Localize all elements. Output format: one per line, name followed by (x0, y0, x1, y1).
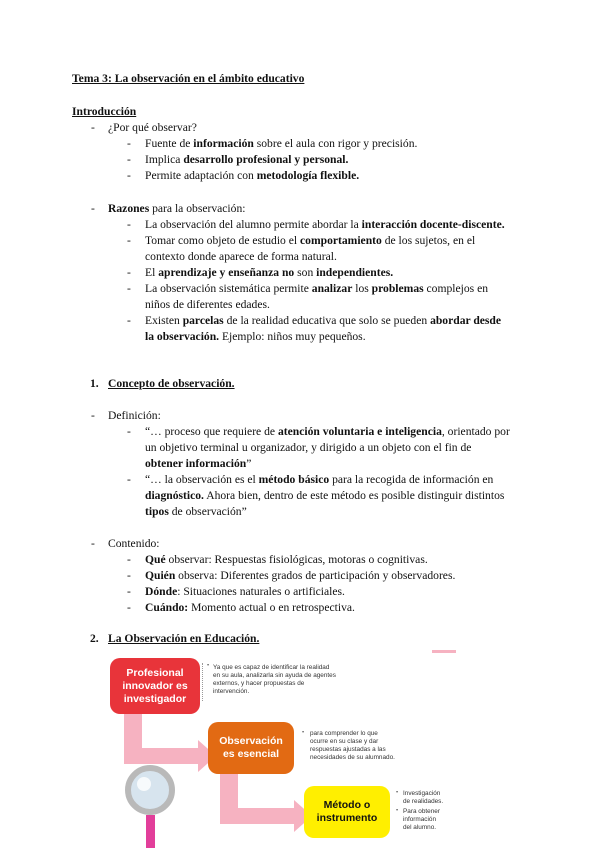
dash-marker: - (127, 601, 131, 614)
definition-quote: “… proceso que requiere de atención voluntaria e inteligencia, orientado por (145, 425, 510, 438)
dash-marker: - (127, 473, 131, 486)
bullet-icon: • (396, 808, 399, 814)
bullet-icon: • (207, 663, 210, 669)
dash-marker: - (127, 169, 131, 182)
reason-item: La observación sistemática permite analizar los problemas complejos en (145, 282, 489, 295)
magnifier-icon (122, 760, 182, 848)
reason-item: La observación del alumno permite abordar la interacción docente-discente. (145, 218, 505, 231)
reason-item: Existen parcelas de la realidad educativa que solo se pueden abordar desde (145, 314, 502, 327)
reasons-label: Razones para la observación: (108, 202, 246, 215)
connector-line (202, 663, 203, 701)
method-box: Método o instrumento (304, 786, 390, 838)
observation-diagram (108, 650, 540, 848)
section2-heading: La Observación en Educación. (108, 632, 260, 645)
dash-marker: - (91, 121, 95, 134)
definition-quote-cont: diagnóstico. Ahora bien, dentro de este método es posible distinguir distintos (145, 489, 505, 502)
method-note: Para obtener información del alumno. (403, 808, 440, 831)
bullet-icon: • (396, 790, 399, 796)
dash-marker: - (127, 585, 131, 598)
dash-marker: - (127, 553, 131, 566)
dash-marker: - (127, 234, 131, 247)
section1-heading: Concepto de observación. (108, 377, 235, 390)
content-label: Contenido: (108, 537, 160, 550)
why-item: Permite adaptación con metodología flexible. (145, 169, 360, 182)
dash-marker: - (127, 153, 131, 166)
dash-marker: - (91, 409, 95, 422)
content-item: Dónde: Situaciones naturales o artificiales. (145, 585, 345, 598)
dash-marker: - (91, 202, 95, 215)
reason-item-cont: niños de diferentes edades. (145, 298, 270, 311)
intro-heading: Introducción (72, 105, 137, 118)
bullet-icon: • (302, 730, 305, 736)
definition-quote-cont: obtener información” (145, 457, 252, 470)
reason-item: Tomar como objeto de estudio el comportamiento de los sujetos, en el (145, 234, 476, 247)
decorative-line (432, 650, 456, 653)
observation-note: para comprender lo que ocurre en su clase y dar respuestas ajustadas a las necesidades de su alumnado. (310, 730, 395, 761)
definition-quote: “… la observación es el método básico para la recogida de información en (145, 473, 494, 486)
innovator-box: Profesional innovador es investigador (110, 658, 200, 714)
definition-quote-cont: tipos de observación” (145, 505, 247, 518)
dash-marker: - (127, 137, 131, 150)
reason-item: El aprendizaje y enseñanza no son independientes. (145, 266, 394, 279)
method-note: Investigación de realidades. (403, 790, 444, 805)
innovator-note: Ya que es capaz de identificar la realidad en su aula, analizarla sin ayuda de agentes externos, y hacer propuestas de intervención. (213, 664, 336, 695)
bent-arrow-icon (216, 774, 316, 834)
dash-marker: - (91, 537, 95, 550)
dash-marker: - (127, 266, 131, 279)
dash-marker: - (127, 282, 131, 295)
why-item: Fuente de información sobre el aula con rigor y precisión. (145, 137, 418, 150)
observation-box: Observación es esencial (208, 722, 294, 774)
why-label: ¿Por qué observar? (108, 121, 197, 134)
content-item: Qué observar: Respuestas fisiológicas, motoras o cognitivas. (145, 553, 428, 566)
section-number: 1. (90, 377, 99, 390)
dash-marker: - (127, 425, 131, 438)
content-item: Cuándo: Momento actual o en retrospectiva. (145, 601, 355, 614)
why-item: Implica desarrollo profesional y personal. (145, 153, 349, 166)
dash-marker: - (127, 314, 131, 327)
dash-marker: - (127, 218, 131, 231)
section-number: 2. (90, 632, 99, 645)
definition-label: Definición: (108, 409, 161, 422)
content-item: Quién observa: Diferentes grados de participación y observadores. (145, 569, 456, 582)
reason-item-cont: la observación. Ejemplo: niños muy pequeños. (145, 330, 366, 343)
document-title: Tema 3: La observación en el ámbito educativo (72, 72, 305, 85)
dash-marker: - (127, 569, 131, 582)
reason-item-cont: contexto donde aparece de forma natural. (145, 250, 337, 263)
definition-quote-cont: un objetivo terminal u organizador, y dirigido a un objeto con el fin de (145, 441, 472, 454)
